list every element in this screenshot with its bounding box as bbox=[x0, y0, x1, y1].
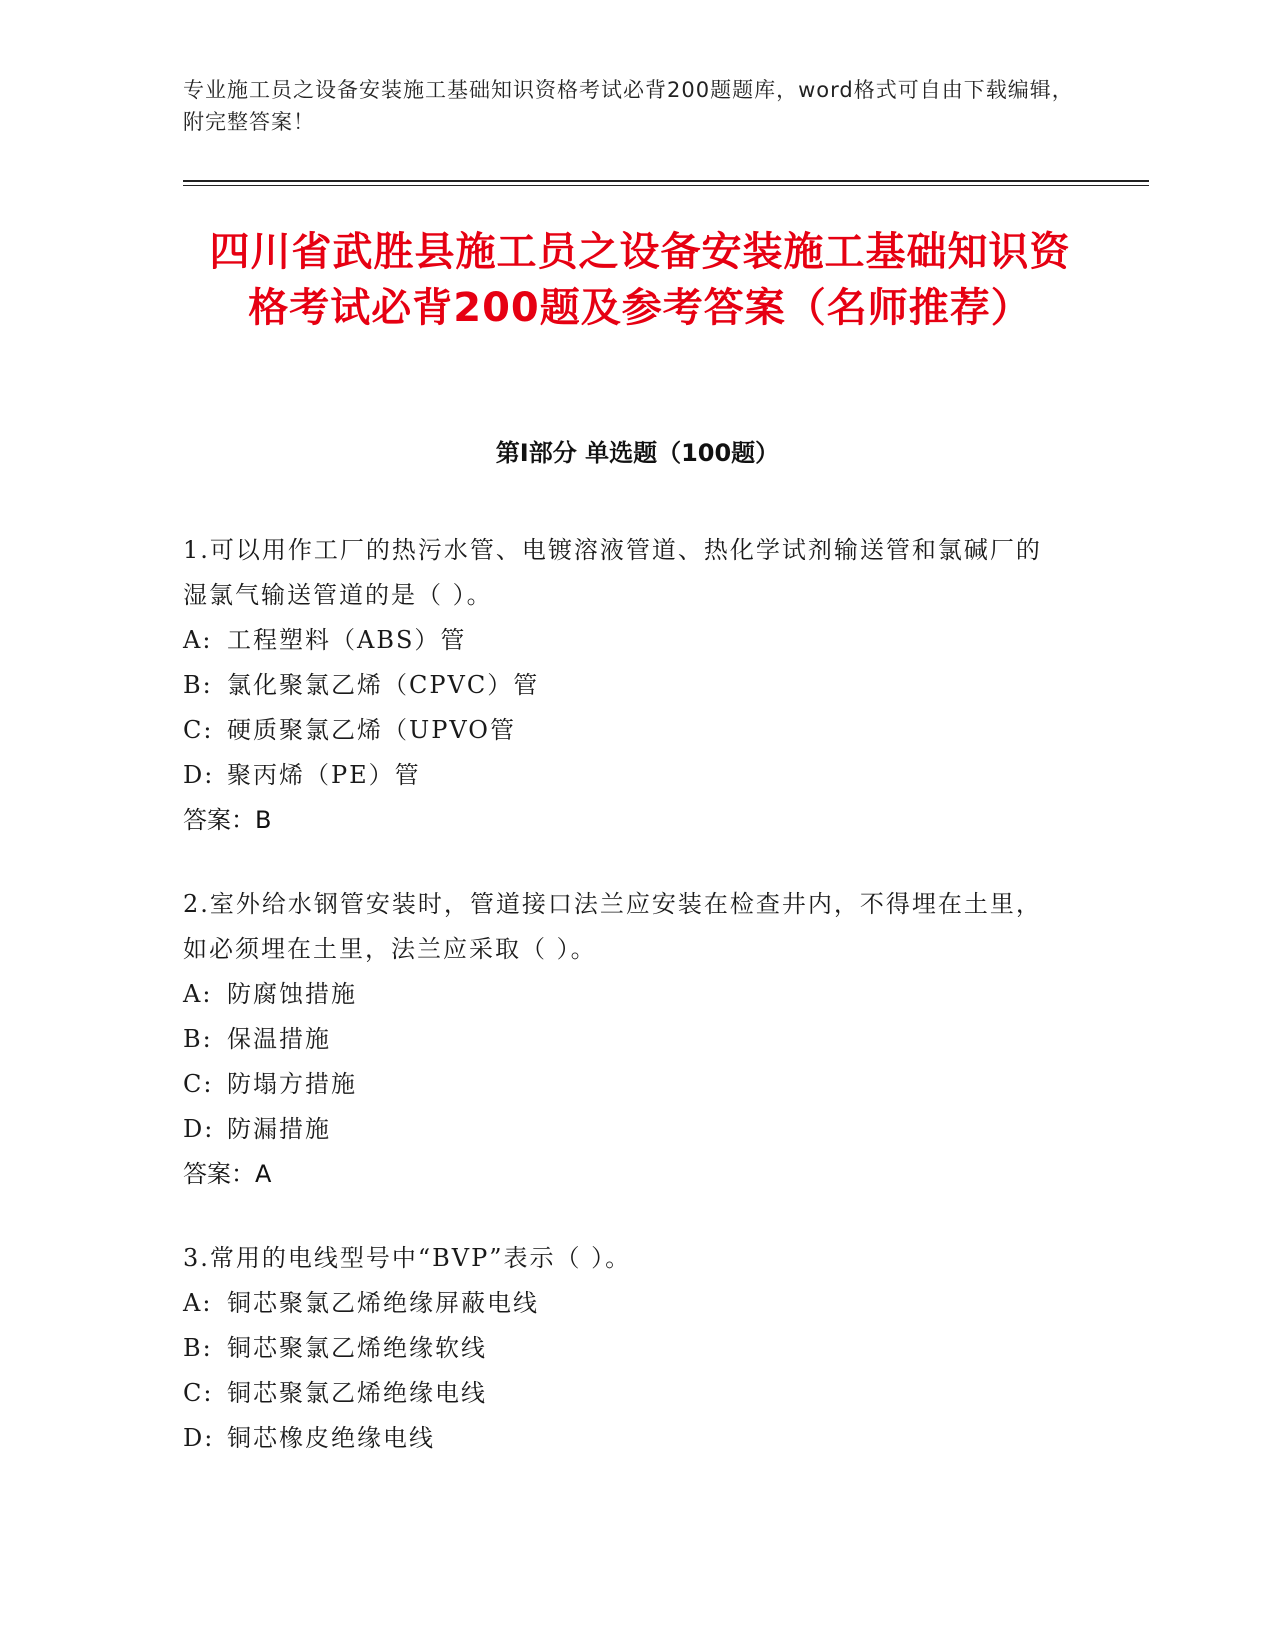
option-text: 硬质聚氯乙烯（UPVO管 bbox=[227, 716, 516, 744]
option-b bbox=[183, 1326, 1063, 1371]
answer-line bbox=[183, 798, 1063, 843]
option-text: 氯化聚氯乙烯（CPVC）管 bbox=[227, 671, 540, 699]
option-key: C: bbox=[183, 1070, 214, 1098]
option-text: 聚丙烯（PE）管 bbox=[227, 761, 421, 789]
header-note: 专业施工员之设备安装施工基础知识资格考试必背200题题库，word格式可自由下载编辑，附完整答案！ bbox=[183, 78, 1074, 134]
section-title: 第Ⅰ部分 单选题（100题） bbox=[495, 439, 780, 467]
option-a bbox=[183, 972, 1063, 1017]
option-b bbox=[183, 1017, 1063, 1062]
option-key: A: bbox=[183, 626, 213, 654]
option-c bbox=[183, 1062, 1063, 1107]
question-1 bbox=[183, 528, 1063, 843]
answer-label: 答案： bbox=[183, 1160, 255, 1188]
option-text: 保温措施 bbox=[227, 1025, 331, 1053]
option-text: 防漏措施 bbox=[227, 1115, 331, 1143]
question-list bbox=[183, 528, 1063, 1500]
option-key: D: bbox=[183, 761, 215, 789]
answer-value: A bbox=[255, 1160, 272, 1188]
option-text: 铜芯橡皮绝缘电线 bbox=[227, 1424, 435, 1452]
option-key: C: bbox=[183, 1379, 214, 1407]
question-stem: 1.可以用作工厂的热污水管、电镀溶液管道、热化学试剂输送管和氯碱厂的湿氯气输送管道的是（ ）。 bbox=[183, 536, 1042, 609]
option-text: 铜芯聚氯乙烯绝缘屏蔽电线 bbox=[227, 1289, 539, 1317]
option-key: D: bbox=[183, 1115, 215, 1143]
question-3 bbox=[183, 1236, 1063, 1461]
option-key: C: bbox=[183, 716, 214, 744]
option-text: 防塌方措施 bbox=[227, 1070, 357, 1098]
option-key: D: bbox=[183, 1424, 215, 1452]
option-a bbox=[183, 1281, 1063, 1326]
option-key: B: bbox=[183, 1334, 213, 1362]
header-divider-thick bbox=[183, 180, 1149, 182]
option-key: A: bbox=[183, 1289, 213, 1317]
answer-line bbox=[183, 1152, 1063, 1197]
option-c bbox=[183, 1371, 1063, 1416]
option-a bbox=[183, 618, 1063, 663]
option-text: 铜芯聚氯乙烯绝缘电线 bbox=[227, 1379, 487, 1407]
question-2 bbox=[183, 882, 1063, 1197]
option-text: 防腐蚀措施 bbox=[227, 980, 357, 1008]
option-b bbox=[183, 663, 1063, 708]
option-text: 工程塑料（ABS）管 bbox=[227, 626, 467, 654]
option-text: 铜芯聚氯乙烯绝缘软线 bbox=[227, 1334, 487, 1362]
question-stem: 2.室外给水钢管安装时，管道接口法兰应安装在检查井内，不得埋在土里，如必须埋在土里，法兰应采取（ ）。 bbox=[183, 890, 1042, 963]
header-divider-thin bbox=[183, 185, 1149, 186]
option-key: B: bbox=[183, 1025, 213, 1053]
question-stem: 3.常用的电线型号中“BVP”表示（ ）。 bbox=[183, 1244, 632, 1272]
document-title: 四川省武胜县施工员之设备安装施工基础知识资格考试必背200题及参考答案（名师推荐） bbox=[209, 229, 1071, 331]
option-key: A: bbox=[183, 980, 213, 1008]
option-c bbox=[183, 708, 1063, 753]
option-d bbox=[183, 753, 1063, 798]
answer-value: B bbox=[255, 806, 272, 834]
option-d bbox=[183, 1107, 1063, 1152]
answer-label: 答案： bbox=[183, 806, 255, 834]
option-d bbox=[183, 1416, 1063, 1461]
option-key: B: bbox=[183, 671, 213, 699]
